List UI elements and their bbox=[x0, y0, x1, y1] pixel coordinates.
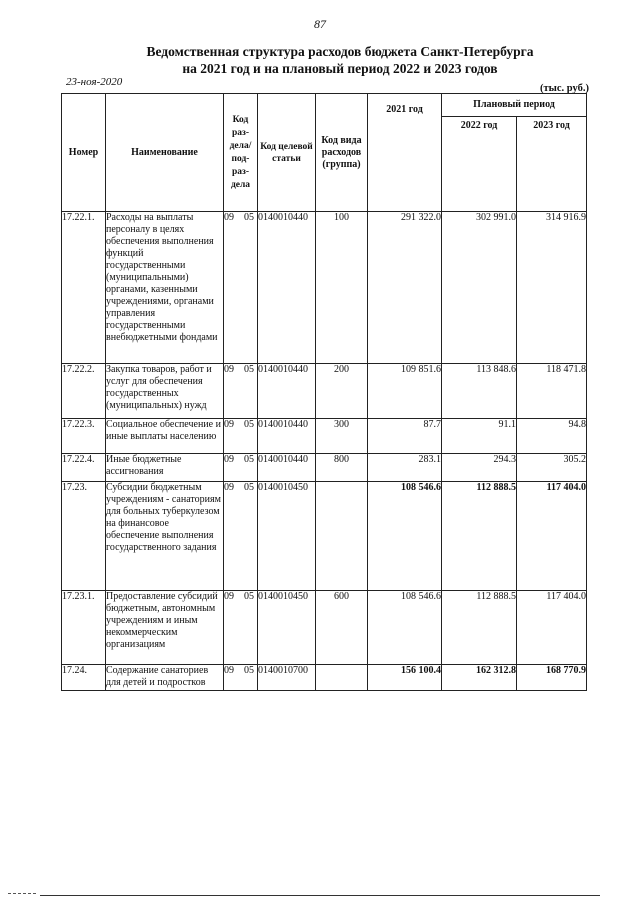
row-subsection: 05 bbox=[244, 665, 254, 676]
row-section-code bbox=[224, 665, 258, 691]
row-section: 09 bbox=[224, 454, 234, 465]
row-section: 09 bbox=[224, 364, 234, 375]
table-row bbox=[62, 364, 587, 419]
table-row bbox=[62, 482, 587, 591]
row-target-code: 0140010450 bbox=[258, 482, 316, 591]
table-row bbox=[62, 591, 587, 665]
row-section-code bbox=[224, 212, 258, 364]
header-2021: 2021 год bbox=[368, 94, 442, 212]
row-2021: 108 546.6 bbox=[368, 591, 442, 665]
table-row bbox=[62, 419, 587, 454]
row-section: 09 bbox=[224, 591, 234, 602]
header-2023: 2023 год bbox=[517, 117, 587, 212]
row-number: 17.24. bbox=[62, 665, 106, 691]
row-2021: 108 546.6 bbox=[368, 482, 442, 591]
row-section: 09 bbox=[224, 482, 234, 493]
row-expense-type: 600 bbox=[316, 591, 368, 665]
row-name: Социальное обеспечение и иные выплаты населению bbox=[106, 419, 224, 454]
row-section-code bbox=[224, 454, 258, 482]
row-name: Содержание санаториев для детей и подростков bbox=[106, 665, 224, 691]
row-target-code: 0140010440 bbox=[258, 419, 316, 454]
table-row bbox=[62, 665, 587, 691]
row-number: 17.22.2. bbox=[62, 364, 106, 419]
row-number: 17.23.1. bbox=[62, 591, 106, 665]
row-subsection: 05 bbox=[244, 419, 254, 430]
footer-dash bbox=[8, 893, 36, 895]
row-2023: 117 404.0 bbox=[517, 482, 587, 591]
document-date: 23-ноя-2020 bbox=[66, 76, 123, 88]
row-expense-type: 300 bbox=[316, 419, 368, 454]
row-2023: 94.8 bbox=[517, 419, 587, 454]
row-subsection: 05 bbox=[244, 454, 254, 465]
row-2022: 302 991.0 bbox=[442, 212, 517, 364]
row-name: Иные бюджетные ассигнования bbox=[106, 454, 224, 482]
row-2021: 156 100.4 bbox=[368, 665, 442, 691]
row-name: Предоставление субсидий бюджетным, автономным учреждениям и иным некоммерческим организациям bbox=[106, 591, 224, 665]
row-expense-type bbox=[316, 665, 368, 691]
row-2023: 314 916.9 bbox=[517, 212, 587, 364]
row-section: 09 bbox=[224, 665, 234, 676]
row-expense-type: 200 bbox=[316, 364, 368, 419]
row-section: 09 bbox=[224, 212, 234, 223]
row-2021: 291 322.0 bbox=[368, 212, 442, 364]
row-subsection: 05 bbox=[244, 482, 254, 493]
row-2022: 112 888.5 bbox=[442, 591, 517, 665]
title-line-1: Ведомственная структура расходов бюджета Санкт-Петербурга bbox=[146, 44, 534, 59]
document-title bbox=[0, 43, 640, 77]
title-line-2: на 2021 год и на плановый период 2022 и 2023 годов bbox=[182, 61, 498, 76]
row-2022: 113 848.6 bbox=[442, 364, 517, 419]
row-subsection: 05 bbox=[244, 591, 254, 602]
header-target: Код целевой статьи bbox=[258, 94, 316, 212]
row-2023: 118 471.8 bbox=[517, 364, 587, 419]
row-2021: 109 851.6 bbox=[368, 364, 442, 419]
table-row bbox=[62, 454, 587, 482]
row-expense-type: 800 bbox=[316, 454, 368, 482]
row-section-code bbox=[224, 482, 258, 591]
header-2022: 2022 год bbox=[442, 117, 517, 212]
budget-table bbox=[61, 93, 587, 691]
row-name: Расходы на выплаты персоналу в целях обеспечения выполнения функций государственными (муниципальными) органами, казенными учреждениями, органами управления государственными внебюджетными фондами bbox=[106, 212, 224, 364]
row-2023: 305.2 bbox=[517, 454, 587, 482]
row-section-code bbox=[224, 591, 258, 665]
row-name: Закупка товаров, работ и услуг для обеспечения государственных (муниципальных) нужд bbox=[106, 364, 224, 419]
units-label: (тыс. руб.) bbox=[540, 83, 589, 94]
row-section: 09 bbox=[224, 419, 234, 430]
footer-rule bbox=[40, 895, 600, 897]
table-row bbox=[62, 212, 587, 364]
row-target-code: 0140010440 bbox=[258, 212, 316, 364]
row-number: 17.22.4. bbox=[62, 454, 106, 482]
row-number: 17.23. bbox=[62, 482, 106, 591]
row-section-code bbox=[224, 364, 258, 419]
row-2022: 91.1 bbox=[442, 419, 517, 454]
header-expense-type: Код вида расходов (группа) bbox=[316, 94, 368, 212]
row-target-code: 0140010700 bbox=[258, 665, 316, 691]
row-name: Субсидии бюджетным учреждениям - санаториям для больных туберкулезом на финансовое обеспечение выполнения государственного задания bbox=[106, 482, 224, 591]
row-section-code bbox=[224, 419, 258, 454]
row-2021: 283.1 bbox=[368, 454, 442, 482]
row-2022: 112 888.5 bbox=[442, 482, 517, 591]
row-expense-type bbox=[316, 482, 368, 591]
row-2023: 168 770.9 bbox=[517, 665, 587, 691]
row-expense-type: 100 bbox=[316, 212, 368, 364]
row-2021: 87.7 bbox=[368, 419, 442, 454]
row-number: 17.22.3. bbox=[62, 419, 106, 454]
row-target-code: 0140010440 bbox=[258, 364, 316, 419]
header-number: Номер bbox=[62, 94, 106, 212]
row-subsection: 05 bbox=[244, 364, 254, 375]
row-target-code: 0140010440 bbox=[258, 454, 316, 482]
row-2022: 294.3 bbox=[442, 454, 517, 482]
row-target-code: 0140010450 bbox=[258, 591, 316, 665]
row-2023: 117 404.0 bbox=[517, 591, 587, 665]
header-name: Наименование bbox=[106, 94, 224, 212]
header-planned-period: Плановый период bbox=[442, 94, 587, 117]
header-section: Код раз-дела/ под-раз-дела bbox=[224, 94, 258, 212]
row-2022: 162 312.8 bbox=[442, 665, 517, 691]
row-subsection: 05 bbox=[244, 212, 254, 223]
row-number: 17.22.1. bbox=[62, 212, 106, 364]
page-number: 87 bbox=[314, 17, 326, 31]
